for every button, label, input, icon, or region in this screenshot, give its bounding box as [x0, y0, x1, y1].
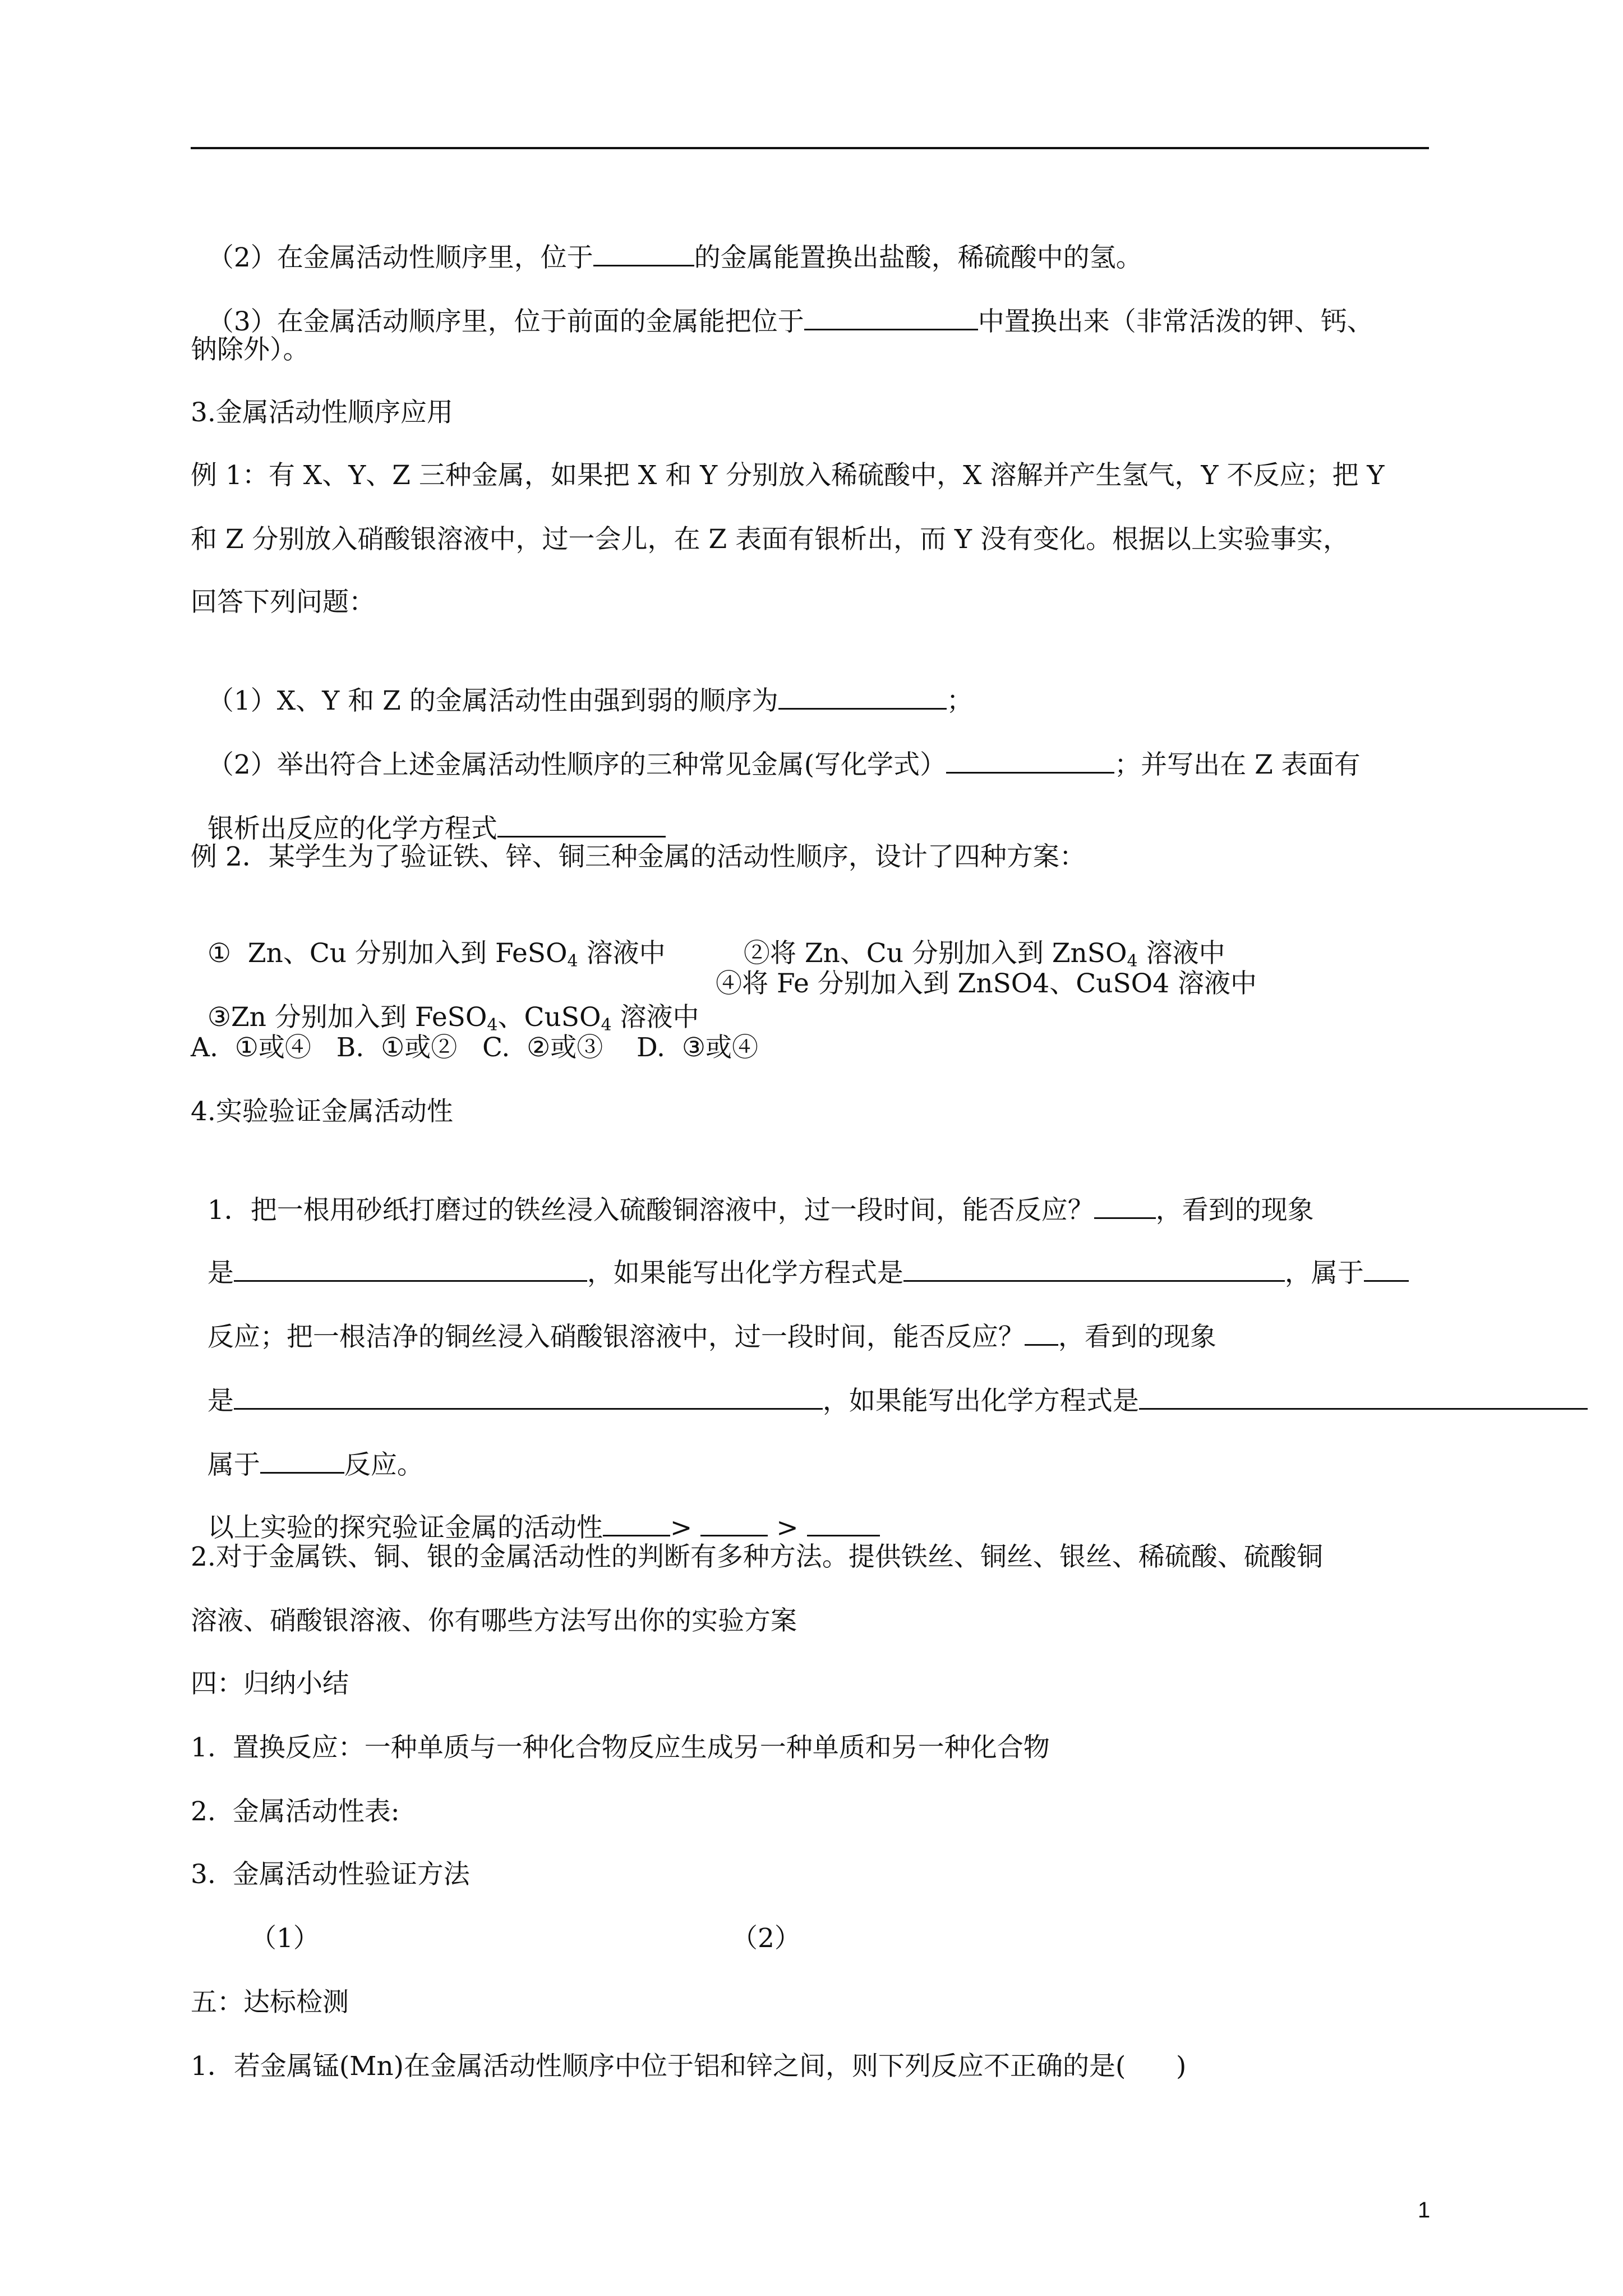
text: 反应。 — [344, 1450, 423, 1480]
text-line: （2） — [731, 1923, 801, 1954]
text-line — [191, 1476, 880, 1545]
section-heading: 3.金属活动性顺序应用 — [191, 397, 453, 428]
text: ②将 Zn、Cu 分别加入到 ZnSO — [743, 938, 1127, 969]
fill-blank[interactable] — [1364, 1255, 1409, 1282]
text-line: 1. 置换反应：一种单质与一种化合物反应生成另一种单质和另一种化合物 — [191, 1732, 1050, 1763]
subscript: 4 — [567, 951, 578, 971]
subscript: 4 — [1127, 951, 1138, 971]
text-line: 溶液、硝酸银溶液、你有哪些方法写出你的实验方案 — [191, 1605, 797, 1636]
text: 反应；把一根洁净的铜丝浸入硝酸银溶液中，过一段时间，能否反应？ — [207, 1322, 1025, 1352]
text: 属于 — [207, 1450, 260, 1480]
section-heading: 五：达标检测 — [191, 1987, 349, 2018]
text-line: （1） — [250, 1923, 320, 1954]
text: 、CuSO — [497, 1002, 601, 1033]
text-line — [191, 206, 1142, 275]
text: ，如果能写出化学方程式是 — [587, 1258, 903, 1289]
text: 银析出反应的化学方程式 — [207, 813, 497, 844]
text: （1）X、Y 和 Z 的金属活动性由强到弱的顺序为 — [207, 685, 778, 716]
text-line: 例 1：有 X、Y、Z 三种金属，如果把 X 和 Y 分别放入稀硫酸中，X 溶解并产生氢气，Y 不反应；把 Y — [191, 460, 1385, 491]
text-line — [191, 1286, 1216, 1354]
text-line — [191, 714, 1361, 782]
text: 的金属能置换出盐酸，稀硫酸中的氢。 — [694, 242, 1142, 273]
text: 1．把一根用砂纸打磨过的铁丝浸入硫酸铜溶液中，过一段时间，能否反应？ — [207, 1195, 1094, 1226]
fill-blank[interactable] — [1025, 1319, 1058, 1346]
text: 溶液中 — [578, 938, 666, 969]
fill-blank[interactable] — [946, 747, 1114, 774]
text: ① Zn、Cu 分别加入到 FeSO — [207, 938, 568, 969]
text: （2）举出符合上述金属活动性顺序的三种常见金属(写化学式） — [207, 749, 947, 780]
subscript: 4 — [487, 1015, 498, 1035]
text-line — [191, 650, 973, 718]
fill-blank[interactable] — [260, 1447, 344, 1474]
text: 是 — [207, 1386, 234, 1416]
fill-blank[interactable] — [1094, 1193, 1156, 1219]
text: ③Zn 分别加入到 FeSO — [207, 1002, 487, 1033]
example-heading: 例 2．某学生为了验证铁、锌、铜三种金属的活动性顺序，设计了四种方案： — [191, 841, 1086, 872]
text-line: 2. 金属活动性表: — [191, 1796, 400, 1827]
text: 是 — [207, 1258, 234, 1289]
text: （2）在金属活动性顺序里，位于 — [207, 242, 593, 273]
text: ，看到的现象 — [1058, 1322, 1216, 1352]
text-line: 回答下列问题： — [191, 587, 375, 618]
text-line — [191, 1350, 1588, 1418]
text-line: 钠除外）。 — [191, 334, 310, 365]
question-line: 1．若金属锰(Mn)在金属活动性顺序中位于铝和锌之间，则下列反应不正确的是( ) — [191, 2051, 1187, 2082]
section-heading: 4.实验验证金属活动性 — [191, 1096, 453, 1127]
text: ；并写出在 Z 表面有 — [1114, 749, 1361, 780]
text: 溶液中 — [1137, 938, 1225, 969]
page-number: 1 — [1418, 2198, 1431, 2223]
text: 以上实验的探究验证金属的活动性 — [207, 1512, 603, 1543]
fill-blank[interactable] — [593, 240, 694, 266]
fill-blank[interactable] — [1139, 1383, 1588, 1410]
fill-blank[interactable] — [807, 1510, 880, 1536]
fill-blank[interactable] — [603, 1510, 670, 1536]
text: 溶液中 — [611, 1002, 699, 1033]
text: > — [670, 1512, 693, 1543]
text: ； — [946, 685, 973, 716]
text-line — [191, 1222, 1409, 1290]
text: ，如果能写出化学方程式是 — [822, 1386, 1139, 1416]
text: ，属于 — [1284, 1258, 1364, 1289]
text-line — [191, 270, 1373, 339]
fill-blank[interactable] — [234, 1383, 823, 1410]
text-line — [191, 777, 666, 846]
answer-choices: A. ①或④ B. ①或② C. ②或③ D. ③或④ — [191, 1032, 758, 1063]
text-line: 和 Z 分别放入硝酸银溶液中，过一会儿，在 Z 表面有银析出，而 Y 没有变化。根据以上实验事实， — [191, 524, 1349, 555]
fill-blank[interactable] — [700, 1510, 768, 1536]
option-line: ④将 Fe 分别加入到 ZnSO4、CuSO4 溶液中 — [716, 968, 1257, 999]
fill-blank[interactable] — [497, 811, 666, 838]
text-line: 3. 金属活动性验证方法 — [191, 1859, 470, 1890]
text: > — [776, 1512, 799, 1543]
header-rule — [191, 147, 1429, 149]
text-line — [191, 1414, 423, 1482]
section-heading: 四：归纳小结 — [191, 1668, 349, 1699]
text: 中置换出来（非常活泼的钾、钙、 — [978, 306, 1373, 337]
fill-blank[interactable] — [778, 683, 947, 710]
fill-blank[interactable] — [804, 304, 978, 330]
text: ，看到的现象 — [1155, 1195, 1314, 1226]
subscript: 4 — [601, 1015, 612, 1035]
text-line — [191, 1159, 1314, 1227]
fill-blank[interactable] — [903, 1255, 1285, 1282]
text: （3）在金属活动顺序里，位于前面的金属能把位于 — [207, 306, 804, 337]
fill-blank[interactable] — [234, 1255, 587, 1282]
text-line: 2.对于金属铁、铜、银的金属活动性的判断有多种方法。提供铁丝、铜丝、银丝、稀硫酸、硫酸铜 — [191, 1542, 1323, 1572]
